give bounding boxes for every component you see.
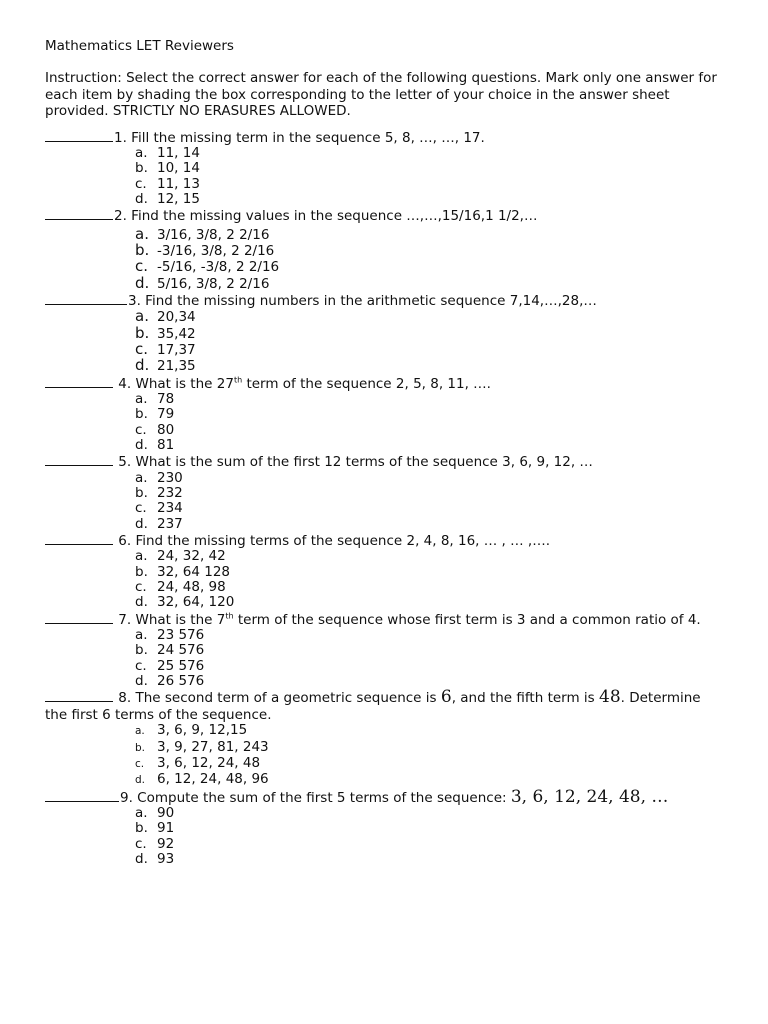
option-6b: b. 32, 64 128 bbox=[135, 563, 230, 580]
option-9a: a. 90 bbox=[135, 805, 175, 821]
options-2 bbox=[45, 224, 725, 292]
question-9: 9. Compute the sum of the first 5 terms of the sequence: 3, 6, 12, 24, 48, … bbox=[45, 789, 725, 807]
answer-blank bbox=[45, 292, 127, 305]
option-7c: c. 25 576 bbox=[135, 657, 205, 674]
question-5: 5. What is the sum of the first 12 terms of the sequence 3, 6, 9, 12, … bbox=[45, 453, 725, 471]
question-4: 4. What is the 27th term of the sequence 2, 5, 8, 11, …. bbox=[45, 375, 725, 393]
option-4b: b. 79 bbox=[135, 406, 175, 423]
question-2: 2. Find the missing values in the sequence …,…,15/16,1 1/2,… bbox=[45, 207, 725, 225]
options-5 bbox=[45, 471, 725, 532]
option-7d: d. 26 576 bbox=[135, 673, 205, 690]
option-7b: b. 24 576 bbox=[135, 642, 205, 659]
option-9b: b. 91 bbox=[135, 820, 175, 837]
question-1: 1. Fill the missing term in the sequence 5, 8, …, …, 17. bbox=[45, 129, 725, 147]
option-6a: a. 24, 32, 42 bbox=[135, 548, 226, 565]
answer-blank bbox=[45, 207, 113, 220]
answer-blank bbox=[45, 129, 113, 142]
option-1d: d. 12, 15 bbox=[135, 190, 200, 207]
option-3c: c. 17,37 bbox=[135, 339, 196, 358]
instruction-text: Instruction: Select the correct answer for each of the following questions. Mark only one answer for each item by shading the box corresponding to the letter of your choice in the answer sheet provided. STRICTLY NO ERASURES ALLOWED. bbox=[45, 70, 717, 119]
options-4 bbox=[45, 392, 725, 453]
option-4d: d. 81 bbox=[135, 436, 175, 453]
option-8c: c. 3, 6, 12, 24, 48 bbox=[135, 754, 261, 771]
option-3a: a. 20,34 bbox=[135, 307, 196, 326]
option-8a: a. 3, 6, 9, 12,15 bbox=[135, 722, 248, 739]
option-1b: b. 10, 14 bbox=[135, 160, 200, 177]
option-4a: a. 78 bbox=[135, 391, 175, 408]
question-7: 7. What is the 7th term of the sequence whose first term is 3 and a common ratio of 4. bbox=[45, 611, 725, 629]
option-5a: a. 230 bbox=[135, 469, 183, 486]
answer-blank bbox=[45, 532, 113, 545]
option-1a: a. 11, 14 bbox=[135, 145, 200, 161]
option-1c: c. 11, 13 bbox=[135, 175, 200, 192]
option-7a: a. 23 576 bbox=[135, 627, 205, 644]
question-3: 3. Find the missing numbers in the arithmetic sequence 7,14,…,28,… bbox=[45, 292, 725, 310]
document-page bbox=[45, 38, 725, 867]
option-6c: c. 24, 48, 98 bbox=[135, 579, 226, 596]
option-3b: b. 35,42 bbox=[135, 323, 196, 342]
options-8 bbox=[45, 723, 725, 788]
option-2d: d. 5/16, 3/8, 2 2/16 bbox=[135, 273, 270, 292]
options-1 bbox=[45, 146, 725, 207]
options-7 bbox=[45, 628, 725, 689]
answer-blank bbox=[45, 611, 113, 624]
option-5d: d. 237 bbox=[135, 515, 183, 532]
option-5c: c. 234 bbox=[135, 500, 183, 517]
answer-blank bbox=[45, 375, 113, 388]
option-5b: b. 232 bbox=[135, 485, 183, 502]
question-8: 8. The second term of a geometric sequence is 6, and the fifth term is 48. Determine the first 6 terms of the sequence. bbox=[45, 687, 701, 723]
option-9c: c. 92 bbox=[135, 835, 175, 852]
options-3 bbox=[45, 309, 725, 374]
option-4c: c. 80 bbox=[135, 421, 175, 438]
answer-blank bbox=[45, 789, 119, 802]
option-2b: b. -3/16, 3/8, 2 2/16 bbox=[135, 240, 275, 259]
document-title: Mathematics LET Reviewers bbox=[45, 38, 234, 54]
option-8d: d. 6, 12, 24, 48, 96 bbox=[135, 771, 269, 788]
option-9d: d. 93 bbox=[135, 850, 175, 867]
answer-blank bbox=[45, 689, 113, 702]
options-6 bbox=[45, 549, 725, 610]
options-9 bbox=[45, 806, 725, 867]
option-8b: b. 3, 9, 27, 81, 243 bbox=[135, 738, 269, 755]
question-6: 6. Find the missing terms of the sequence 2, 4, 8, 16, … , … ,…. bbox=[45, 532, 725, 550]
option-6d: d. 32, 64, 120 bbox=[135, 594, 235, 611]
option-2a: a. 3/16, 3/8, 2 2/16 bbox=[135, 224, 270, 243]
option-3d: d. 21,35 bbox=[135, 356, 196, 375]
answer-blank bbox=[45, 453, 113, 466]
option-2c: c. -5/16, -3/8, 2 2/16 bbox=[135, 257, 280, 276]
